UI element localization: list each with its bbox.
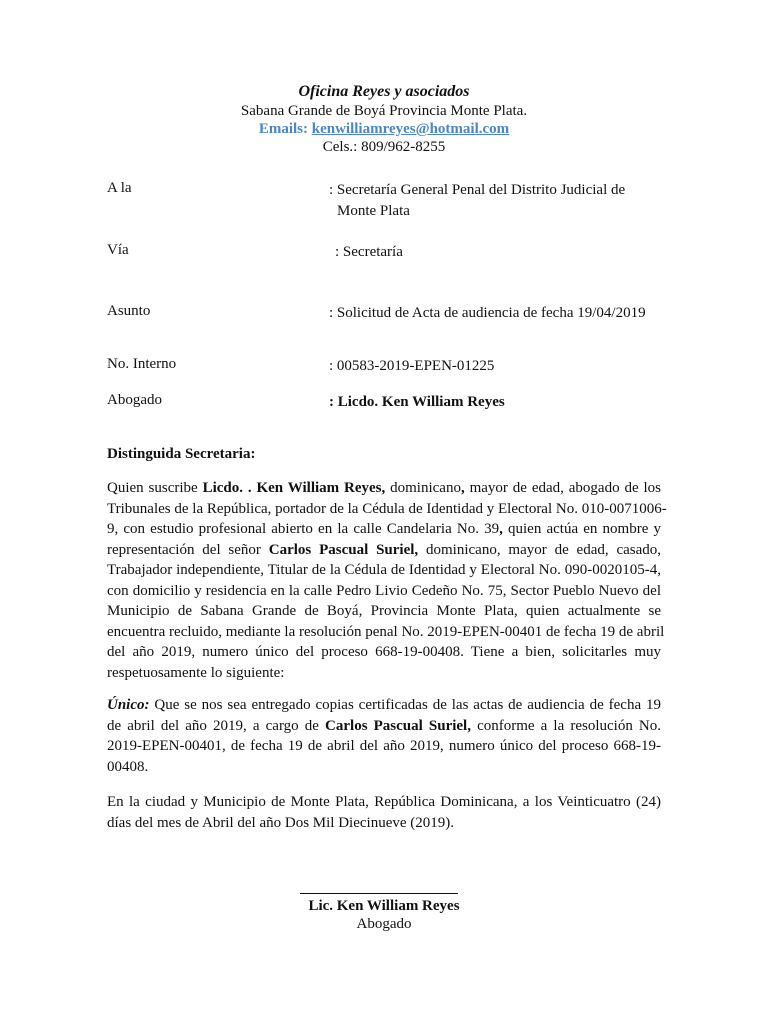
field-asunto-value: : Solicitud de Acta de audiencia de fecha 19/04/2019 (329, 305, 646, 321)
field-a-la-value-line-2: Monte Plata (337, 203, 410, 219)
paragraph-line: En la ciudad y Municipio de Monte Plata, República Dominicana, a los Veinticuatro (24) (107, 794, 661, 810)
paragraph-line: del año 2019, numero único del proceso 668-19-00408. Tiene a bien, solicitarles muy (107, 644, 661, 660)
paragraph-line: Trabajador independiente, Titular de la Cédula de Identidad y Electoral No. 090-0020105-4, (107, 562, 661, 578)
text-run: mayor de edad, abogado de los (464, 480, 661, 496)
paragraph-line: con domicilio y residencia en la calle Pedro Livio Cedeño No. 75, Sector Pueblo Nuevo del (107, 582, 661, 599)
paragraph-line: 2019-EPEN-00401, de fecha 19 de abril del año 2019, numero único del proceso 668-19- (107, 738, 661, 754)
text-run: dominicano (385, 480, 461, 496)
paragraph-line: encuentra recluido, mediante la resolución penal No. 2019-EPEN-00401 de fecha 19 de abril (107, 623, 665, 640)
unico-label: Único: (107, 697, 150, 713)
salutation: Distinguida Secretaria: (107, 446, 256, 462)
paragraph-line (107, 478, 661, 499)
field-via-label: Vía (107, 242, 129, 258)
text-run: , (499, 521, 503, 537)
field-a-la-value (329, 180, 659, 222)
signature-name: Lic. Ken William Reyes (308, 898, 460, 914)
signature-line (300, 893, 458, 894)
email-line (0, 120, 768, 138)
signature-title: Abogado (356, 916, 412, 932)
text-run: dominicano, mayor de edad, casado, (418, 541, 662, 558)
email-link[interactable]: kenwilliamreyes@hotmail.com (311, 121, 510, 137)
body-paragraph-1 (107, 478, 667, 683)
body-paragraph-3 (107, 792, 661, 833)
paragraph-line: Tribunales de la República, portador de la Cédula de Identidad y Electoral No. 010-0071006- (107, 500, 667, 517)
text-run: , (460, 480, 465, 496)
paragraph-line: Municipio de Sabana Grande de Boyá, Provincia Monte Plata, quien actualmente se (107, 603, 661, 619)
text-run: de abril del año 2019, a cargo de (107, 717, 326, 734)
field-no-interno-label: No. Interno (107, 356, 177, 372)
text-run: quien actúa en nombre y (502, 521, 662, 537)
field-via-value: : Secretaría (335, 244, 403, 260)
text-run: Que se nos sea entregado copias certificadas de las actas de audiencia de fecha 19 (149, 697, 661, 713)
paragraph-line (107, 695, 661, 716)
field-no-interno-value: : 00583-2019-EPEN-01225 (329, 358, 495, 374)
field-abogado-label: Abogado (107, 392, 162, 408)
text-run: 9, con estudio profesional abierto en la calle Candelaria No. 39 (107, 521, 500, 537)
field-abogado-value: : Licdo. Ken William Reyes (329, 394, 505, 410)
email-label: Emails: (258, 121, 308, 137)
phone-line: Cels.: 809/962-8255 (322, 139, 446, 155)
client-lawyer-name: Licdo. . Ken William Reyes, (202, 480, 386, 496)
field-asunto-label: Asunto (107, 303, 151, 319)
client-name: Carlos Pascual Suriel, (325, 717, 471, 734)
paragraph-line (107, 716, 661, 737)
paragraph-line: días del mes de Abril del año Dos Mil Diecinueve (2019). (107, 814, 455, 831)
paragraph-line (107, 519, 661, 540)
body-paragraph-2 (107, 695, 661, 777)
paragraph-line: respetuosamente lo siguiente: (107, 664, 285, 681)
text-run: Quien suscribe (107, 480, 203, 496)
field-a-la-label: A la (107, 180, 132, 196)
letterhead (0, 82, 768, 156)
firm-address: Sabana Grande de Boyá Provincia Monte Plata. (240, 103, 528, 119)
firm-name: Oficina Reyes y asociados (298, 83, 470, 100)
client-name: Carlos Pascual Suriel, (268, 541, 419, 558)
text-run: representación del señor (107, 541, 269, 558)
field-a-la-value-line-1: : Secretaría General Penal del Distrito Judicial de (329, 182, 626, 198)
text-run: conforme a la resolución No. (470, 717, 662, 734)
paragraph-line (107, 540, 661, 561)
paragraph-line: 00408. (107, 758, 149, 775)
